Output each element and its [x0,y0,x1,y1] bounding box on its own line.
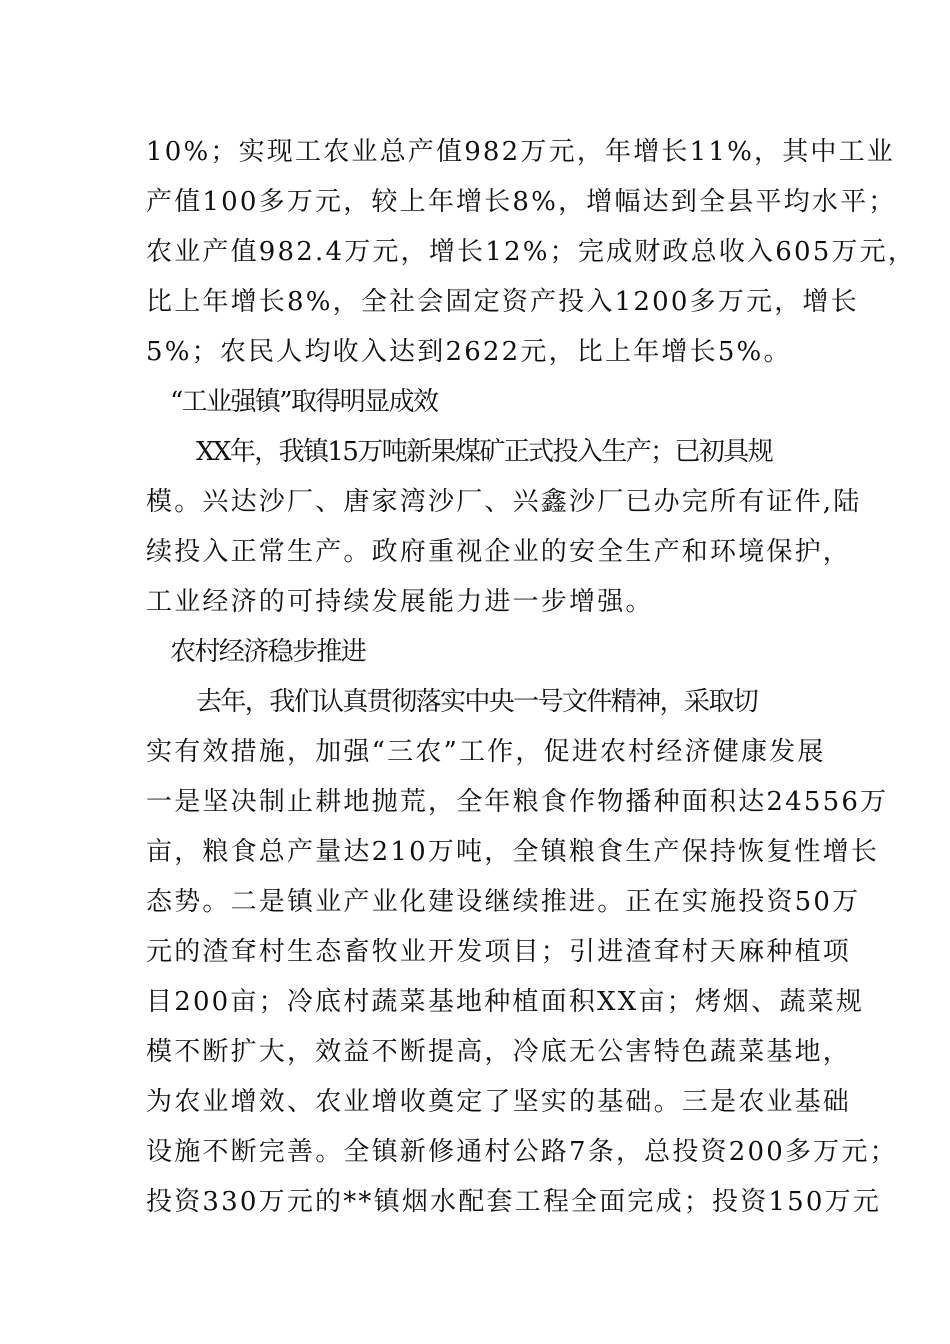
text-line: 产值100多万元，较上年增长8%，增幅达到全县平均水平； [146,187,897,217]
paragraph-start: XX年，我镇15万吨新果煤矿正式投入生产；已初具规 [196,437,773,467]
text-line: 设施不断完善。全镇新修通村公路7条，总投资200多万元； [146,1137,898,1167]
text-line: 投资330万元的**镇烟水配套工程全面完成；投资150万元 [146,1187,882,1217]
text-line: 工业经济的可持续发展能力进一步增强。 [146,587,654,617]
text-line: 10%；实现工农业总产值982万元，年增长11%，其中工业 [146,137,896,167]
text-line: 目200亩；冷底村蔬菜基地种植面积XX亩；烤烟、蔬菜规 [146,987,865,1017]
text-line: 模。兴达沙厂、唐家湾沙厂、兴鑫沙厂已办完所有证件,陆 [146,487,862,517]
text-line: 农业产值982.4万元，增长12%；完成财政总收入605万元， [146,237,917,267]
text-line: 续投入正常生产。政府重视企业的安全生产和环境保护， [146,537,852,567]
text-line: 元的渣耷村生态畜牧业开发项目；引进渣耷村天麻种植项 [146,937,852,967]
text-line: 5%；农民人均收入达到2622元，比上年增长5%。 [146,337,792,367]
text-line: 态势。二是镇业产业化建设继续推进。正在实施投资50万 [146,887,861,917]
text-line: 一是坚决制止耕地抛荒，全年粮食作物播种面积达24556万 [146,787,889,817]
paragraph-start: 去年，我们认真贯彻落实中央一号文件精神，采取切 [196,687,758,717]
text-line: 亩，粮食总产量达210万吨，全镇粮食生产保持恢复性增长 [146,837,880,867]
section-heading-industry: “工业强镇”取得明显成效 [170,387,438,417]
text-line: 为农业增效、农业增收奠定了坚实的基础。三是农业基础 [146,1087,852,1117]
text-line: 模不断扩大，效益不断提高，冷底无公害特色蔬菜基地， [146,1037,852,1067]
text-line: 实有效措施，加强“三农”工作，促进农村经济健康发展 [146,737,826,767]
section-heading-rural: 农村经济稳步推进 [170,637,366,667]
text-line: 比上年增长8%，全社会固定资产投入1200多万元，增长 [146,287,859,317]
